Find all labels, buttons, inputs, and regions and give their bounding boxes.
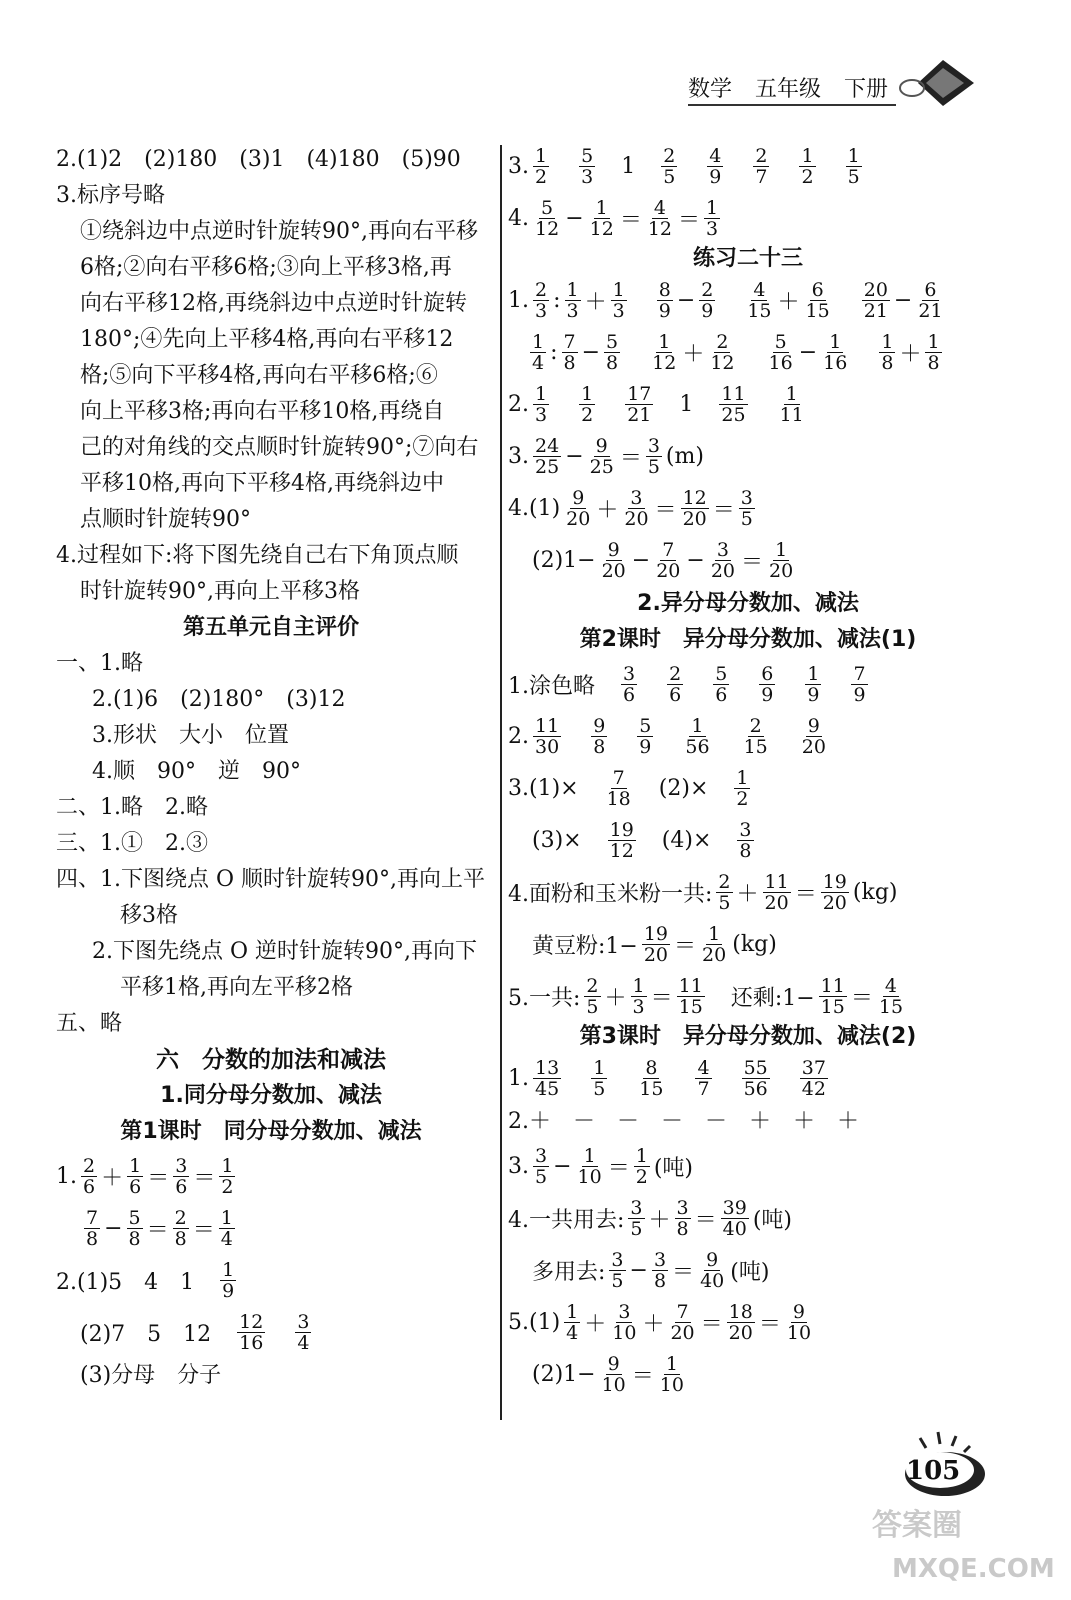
fraction: $\frac{3}{20}$	[710, 538, 736, 582]
math-line	[56, 1254, 486, 1306]
math-line: 3. $\frac{3}{5}$ − $\frac{1}{10}$ ＝ $\frac{1}{2}$ (吨)	[508, 1144, 693, 1188]
item-number: 还剩:1−	[730, 985, 815, 1011]
fraction: $\frac{39}{40}$	[722, 1196, 747, 1240]
diamond-logo-icon	[898, 58, 978, 108]
fraction: $\frac{2}{7}$	[755, 144, 768, 188]
answer-line: 移3格	[120, 903, 178, 928]
math-line: 4.面粉和玉米粉一共: $\frac{2}{5}$ ＋ $\frac{11}{20}$ ＝ $\frac{19}{20}$ (kg)	[508, 870, 898, 914]
item-number: 3.	[508, 153, 529, 179]
header-title	[688, 72, 904, 103]
item-number: 3.(1)×	[508, 775, 579, 801]
answer-line: 一、1.略	[56, 651, 143, 676]
fraction: $\frac{1}{3}$	[612, 278, 625, 322]
fraction: $\frac{3}{6}$	[175, 1154, 188, 1198]
fraction: $\frac{1}{2}$	[535, 144, 548, 188]
item-number: (2)1−	[532, 1361, 596, 1387]
item-number: (2)×	[658, 775, 709, 801]
fraction: $\frac{1}{8}$	[927, 330, 940, 374]
fraction: $\frac{2}{5}$	[718, 870, 731, 914]
item-number: (4)×	[661, 827, 712, 853]
math-line	[508, 1052, 988, 1104]
answer-line: 6格;②向右平移6格;③向上平移3格,再	[80, 255, 452, 280]
math-line	[508, 658, 988, 710]
fraction: $\frac{3}{5}$	[647, 434, 660, 478]
answer-line: 2.(1)2 (2)180 (3)1 (4)180 (5)90	[56, 147, 461, 172]
fraction: $\frac{3}{5}$	[611, 1248, 624, 1292]
fraction: $\frac{1}{4}$	[220, 1206, 233, 1250]
answer-line: 3.标序号略	[56, 183, 165, 208]
item-number: (2)1−	[532, 547, 596, 573]
fraction: $\frac{1}{12}$	[589, 196, 614, 240]
math-line	[508, 710, 988, 762]
unit-label: (吨)	[653, 1155, 693, 1181]
math-line: 4.(1) $\frac{9}{20}$ ＋ $\frac{3}{20}$ ＝ $\frac{12}{20}$ ＝ $\frac{3}{5}$	[508, 486, 753, 530]
fraction: $\frac{2}{6}$	[83, 1154, 96, 1198]
fraction: $\frac{1}{16}$	[823, 330, 848, 374]
fraction: $\frac{2}{15}$	[743, 714, 768, 758]
fraction: $\frac{11}{30}$	[535, 714, 560, 758]
fraction: $\frac{1}{9}$	[807, 662, 820, 706]
fraction: $\frac{1}{2}$	[221, 1154, 234, 1198]
fraction: $\frac{8}{15}$	[639, 1056, 664, 1100]
fraction: $\frac{55}{56}$	[743, 1056, 768, 1100]
fraction: $\frac{9}{8}$	[593, 714, 606, 758]
item-number: 黄豆粉:1−	[532, 933, 638, 959]
math-line: 1. $\frac{2}{6}$ ＋ $\frac{1}{6}$ ＝ $\frac{3}{6}$ ＝ $\frac{1}{2}$	[56, 1154, 234, 1198]
answer-line: 向右平移12格,再绕斜边中点逆时针旋转	[80, 291, 467, 316]
fraction: $\frac{1}{2}$	[801, 144, 814, 188]
fraction: $\frac{7}{18}$	[606, 766, 631, 810]
fraction: $\frac{18}{20}$	[728, 1300, 753, 1344]
answer-line: 己的对角线的交点顺时针旋转90°;⑦向右	[80, 435, 479, 460]
header-underline	[688, 104, 896, 106]
math-line: 黄豆粉:1− $\frac{19}{20}$ ＝ $\frac{1}{20}$ (kg)	[532, 922, 777, 966]
item-number: 1.涂色略	[508, 673, 595, 699]
fraction: $\frac{4}{15}$	[747, 278, 772, 322]
fraction: $\frac{9}{40}$	[700, 1248, 725, 1292]
item-number: 1.	[508, 1065, 529, 1091]
fraction: $\frac{1}{5}$	[593, 1056, 606, 1100]
fraction: $\frac{3}{5}$	[740, 486, 753, 530]
fraction: $\frac{1}{20}$	[702, 922, 727, 966]
answer-line: 格;⑤向下平移4格,再向右平移6格;⑥	[80, 363, 438, 388]
item-number: 3.	[508, 443, 529, 469]
section-heading: 2.异分母分数加、减法	[637, 591, 859, 616]
fraction: $\frac{37}{42}$	[801, 1056, 826, 1100]
item-number: 5.一共:	[508, 985, 581, 1011]
fraction: $\frac{2}{3}$	[535, 278, 548, 322]
math-line: 3. $\frac{1}{2}$ $\frac{5}{3}$ 1 $\frac{2}{5}$ $\frac{4}{9}$ $\frac{2}{7}$ $\frac{1}{2}$ $\frac{1}{5}$	[508, 144, 860, 188]
unit-label: (吨)	[752, 1207, 792, 1233]
math-line: $\frac{1}{4}$ : $\frac{7}{8}$ − $\frac{5}{8}$ $\frac{1}{12}$ ＋ $\frac{2}{12}$ $\frac{5}{16}$ − $\frac{1}{16}$ $\frac{1}{8}$ ＋ $\frac{1}{8}$	[532, 330, 940, 374]
item-number: 2.(1)5 4 1	[56, 1269, 195, 1295]
fraction: $\frac{1}{3}$	[535, 382, 548, 426]
math-line: (2)1− $\frac{9}{20}$ − $\frac{7}{20}$ − $\frac{3}{20}$ ＝ $\frac{1}{20}$	[532, 538, 794, 582]
fraction: $\frac{11}{20}$	[764, 870, 789, 914]
item-number: 4.一共用去:	[508, 1207, 625, 1233]
fraction: $\frac{3}{6}$	[623, 662, 636, 706]
fraction: $\frac{19}{12}$	[609, 818, 634, 862]
fraction: $\frac{7}{8}$	[86, 1206, 99, 1250]
math-line: $\frac{7}{8}$ − $\frac{5}{8}$ ＝ $\frac{2}{8}$ ＝ $\frac{1}{4}$	[86, 1206, 233, 1250]
fraction: $\frac{4}{7}$	[697, 1056, 710, 1100]
answer-line: 180°;④先向上平移4格,再向右平移12	[80, 327, 454, 352]
fraction: $\frac{5}{8}$	[128, 1206, 141, 1250]
fraction: $\frac{2}{8}$	[174, 1206, 187, 1250]
fraction: $\frac{2}{5}$	[663, 144, 676, 188]
item-number: (2)7 5 12	[80, 1321, 212, 1347]
volume-label: 下册	[844, 77, 889, 102]
fraction: $\frac{5}{16}$	[768, 330, 793, 374]
page-header	[0, 0, 1071, 140]
unit-label: (kg)	[732, 931, 777, 957]
fraction: $\frac{13}{45}$	[535, 1056, 560, 1100]
fraction: $\frac{24}{25}$	[535, 434, 560, 478]
unit-label: (kg)	[852, 879, 898, 905]
fraction: $\frac{5}{9}$	[639, 714, 652, 758]
math-line: 5.一共: $\frac{2}{5}$ ＋ $\frac{1}{3}$ ＝ $\frac{11}{15}$ 还剩:1− $\frac{11}{15}$ ＝ $\frac{4}{15}$	[508, 974, 904, 1018]
fraction: $\frac{9}{20}$	[566, 486, 591, 530]
fraction: $\frac{2}{6}$	[669, 662, 682, 706]
item-number: 4.面粉和玉米粉一共:	[508, 881, 713, 907]
item-number: 2.	[508, 723, 529, 749]
item-number: 4.(1)	[508, 495, 561, 521]
lesson-heading: 第1课时 同分母分数加、减法	[120, 1119, 422, 1144]
math-line	[508, 814, 988, 866]
fraction: $\frac{1}{10}$	[659, 1352, 684, 1396]
fraction: $\frac{8}{9}$	[658, 278, 671, 322]
item-number: 1.	[56, 1163, 77, 1189]
fraction: $\frac{5}{8}$	[606, 330, 619, 374]
fraction: $\frac{1}{20}$	[769, 538, 794, 582]
answer-line: 向上平移3格;再向右平移10格,再绕自	[80, 399, 445, 424]
column-divider	[500, 145, 502, 1420]
section-heading: 1.同分母分数加、减法	[160, 1083, 382, 1108]
fraction: $\frac{5}{12}$	[535, 196, 560, 240]
answer-line: 时针旋转90°,再向上平移3格	[80, 579, 360, 604]
math-line: (2)1− $\frac{9}{10}$ ＝ $\frac{1}{10}$	[532, 1352, 684, 1396]
fraction: $\frac{19}{20}$	[643, 922, 669, 966]
answer-line: 四、1.下图绕点 O 顺时针旋转90°,再向上平	[56, 867, 486, 892]
answer-line: 平移1格,再向左平移2格	[120, 975, 353, 1000]
answer-line: 三、1.① 2.③	[56, 831, 208, 856]
fraction: $\frac{3}{5}$	[535, 1144, 548, 1188]
fraction: $\frac{1}{11}$	[779, 382, 804, 426]
subject-label: 数学	[688, 77, 733, 102]
fraction: $\frac{3}{8}$	[676, 1196, 689, 1240]
item-number: 5.(1)	[508, 1309, 561, 1335]
fraction: $\frac{6}{21}$	[918, 278, 943, 322]
fraction: $\frac{1}{4}$	[566, 1300, 579, 1344]
left-column	[56, 140, 486, 1394]
fraction: $\frac{9}{20}$	[801, 714, 826, 758]
fraction: $\frac{11}{15}$	[678, 974, 703, 1018]
fraction: $\frac{1}{2}$	[736, 766, 749, 810]
lesson-heading: 第3课时 异分母分数加、减法(2)	[579, 1024, 917, 1049]
fraction: $\frac{12}{20}$	[682, 486, 707, 530]
fraction: $\frac{1}{4}$	[532, 330, 545, 374]
section-heading: 第五单元自主评价	[182, 615, 359, 640]
fraction: $\frac{1}{3}$	[632, 974, 645, 1018]
watermark-url: MXQE.COM	[892, 1554, 1055, 1584]
fraction: $\frac{9}{20}$	[601, 538, 626, 582]
answer-line: 2.(1)6 (2)180° (3)12	[92, 687, 346, 712]
item-number: 4.	[508, 205, 529, 231]
lesson-heading: 第2课时 异分母分数加、减法(1)	[579, 627, 917, 652]
item-number: 2.	[508, 391, 529, 417]
item-number: 3.	[508, 1153, 529, 1179]
page-number: 105	[906, 1456, 961, 1486]
answer-line: 五、略	[56, 1011, 123, 1036]
fraction: $\frac{9}{10}$	[601, 1352, 626, 1396]
fraction: $\frac{7}{20}$	[670, 1300, 695, 1344]
unit-label: (m)	[665, 443, 704, 469]
fraction: $\frac{1}{3}$	[706, 196, 719, 240]
fraction: $\frac{3}{5}$	[630, 1196, 643, 1240]
answer-line: 2.＋ － － － － ＋ ＋ ＋	[508, 1109, 859, 1134]
fraction: $\frac{1}{56}$	[685, 714, 710, 758]
fraction: $\frac{5}{3}$	[581, 144, 594, 188]
item-number: 多用去:	[532, 1259, 606, 1285]
fraction: $\frac{1}{3}$	[566, 278, 579, 322]
fraction: $\frac{20}{21}$	[863, 278, 888, 322]
fraction: $\frac{7}{20}$	[656, 538, 681, 582]
fraction: $\frac{3}{4}$	[297, 1310, 310, 1354]
fraction: $\frac{3}{8}$	[653, 1248, 667, 1292]
unit-label: (吨)	[730, 1259, 770, 1285]
fraction: $\frac{12}{16}$	[239, 1310, 264, 1354]
fraction: $\frac{3}{8}$	[739, 818, 752, 862]
math-line: 1. $\frac{2}{3}$ : $\frac{1}{3}$ ＋ $\frac{1}{3}$ $\frac{8}{9}$ − $\frac{2}{9}$ $\frac{4}{15}$ ＋ $\frac{6}{15}$ $\frac{20}{21}$ − $\frac{6}{21}$	[508, 278, 943, 322]
fraction: $\frac{17}{21}$	[627, 382, 652, 426]
answer-line: 4.顺 90° 逆 90°	[92, 759, 301, 784]
fraction: $\frac{1}{8}$	[881, 330, 894, 374]
fraction: $\frac{19}{20}$	[822, 870, 847, 914]
fraction: $\frac{2}{12}$	[710, 330, 735, 374]
fraction: $\frac{3}{20}$	[624, 486, 649, 530]
answer-line: (3)分母 分子	[80, 1363, 222, 1388]
fraction: $\frac{4}{9}$	[709, 144, 722, 188]
math-line: 2. $\frac{1}{3}$ $\frac{1}{2}$ $\frac{17}{21}$ 1 $\frac{11}{25}$ $\frac{1}{11}$	[508, 382, 804, 426]
fraction: $\frac{1}{2}$	[581, 382, 594, 426]
math-line	[508, 762, 988, 814]
chapter-heading: 六 分数的加法和减法	[156, 1047, 386, 1073]
fraction: $\frac{1}{2}$	[635, 1144, 648, 1188]
fraction: $\frac{11}{25}$	[721, 382, 746, 426]
fraction: $\frac{7}{9}$	[853, 662, 866, 706]
math-line	[56, 1306, 486, 1358]
fraction: $\frac{4}{12}$	[647, 196, 673, 240]
grade-label: 五年级	[755, 77, 822, 102]
fraction: $\frac{1}{12}$	[652, 330, 677, 374]
math-line: 4. $\frac{5}{12}$ − $\frac{1}{12}$ ＝ $\frac{4}{12}$ ＝ $\frac{1}{3}$	[508, 196, 719, 240]
fraction: $\frac{9}{25}$	[589, 434, 614, 478]
fraction: $\frac{1}{10}$	[577, 1144, 602, 1188]
fraction: $\frac{1}{5}$	[847, 144, 860, 188]
fraction: $\frac{2}{5}$	[586, 974, 599, 1018]
fraction: $\frac{5}{6}$	[715, 662, 728, 706]
fraction: $\frac{2}{9}$	[701, 278, 714, 322]
fraction: $\frac{1}{6}$	[129, 1154, 142, 1198]
fraction: $\frac{9}{10}$	[786, 1300, 812, 1344]
answer-line: 4.过程如下:将下图先绕自己右下角顶点顺	[56, 543, 459, 568]
math-line: 5.(1) $\frac{1}{4}$ ＋ $\frac{3}{10}$ ＋ $\frac{7}{20}$ ＝ $\frac{18}{20}$ ＝ $\frac{9}{10}$	[508, 1300, 812, 1344]
item-number: (3)×	[532, 827, 582, 853]
right-column	[508, 140, 988, 1400]
fraction: $\frac{3}{10}$	[612, 1300, 637, 1344]
math-line: 3. $\frac{24}{25}$ − $\frac{9}{25}$ ＝ $\frac{3}{5}$ (m)	[508, 434, 704, 478]
math-line: 多用去: $\frac{3}{5}$ − $\frac{3}{8}$ ＝ $\frac{9}{40}$ (吨)	[532, 1248, 770, 1292]
answer-line: 二、1.略 2.略	[56, 795, 208, 820]
math-line: 4.一共用去: $\frac{3}{5}$ ＋ $\frac{3}{8}$ ＝ $\frac{39}{40}$ (吨)	[508, 1196, 792, 1240]
fraction: $\frac{4}{15}$	[878, 974, 904, 1018]
watermark-text: 答案圈	[872, 1508, 962, 1543]
fraction: $\frac{6}{9}$	[761, 662, 774, 706]
answer-line: ①绕斜边中点逆时针旋转90°,再向右平移	[80, 219, 478, 244]
fraction: $\frac{6}{15}$	[805, 278, 830, 322]
section-heading: 练习二十三	[692, 246, 803, 271]
answer-line: 3.形状 大小 位置	[92, 723, 289, 748]
item-number: 1.	[508, 287, 529, 313]
answer-line: 点顺时针旋转90°	[80, 507, 251, 532]
fraction: $\frac{11}{15}$	[820, 974, 845, 1018]
answer-line: 平移10格,再向下平移4格,再绕斜边中	[80, 471, 444, 496]
fraction: $\frac{7}{8}$	[563, 330, 576, 374]
fraction: $\frac{1}{9}$	[222, 1258, 235, 1302]
answer-line: 2.下图先绕点 O 逆时针旋转90°,再向下	[92, 939, 478, 964]
